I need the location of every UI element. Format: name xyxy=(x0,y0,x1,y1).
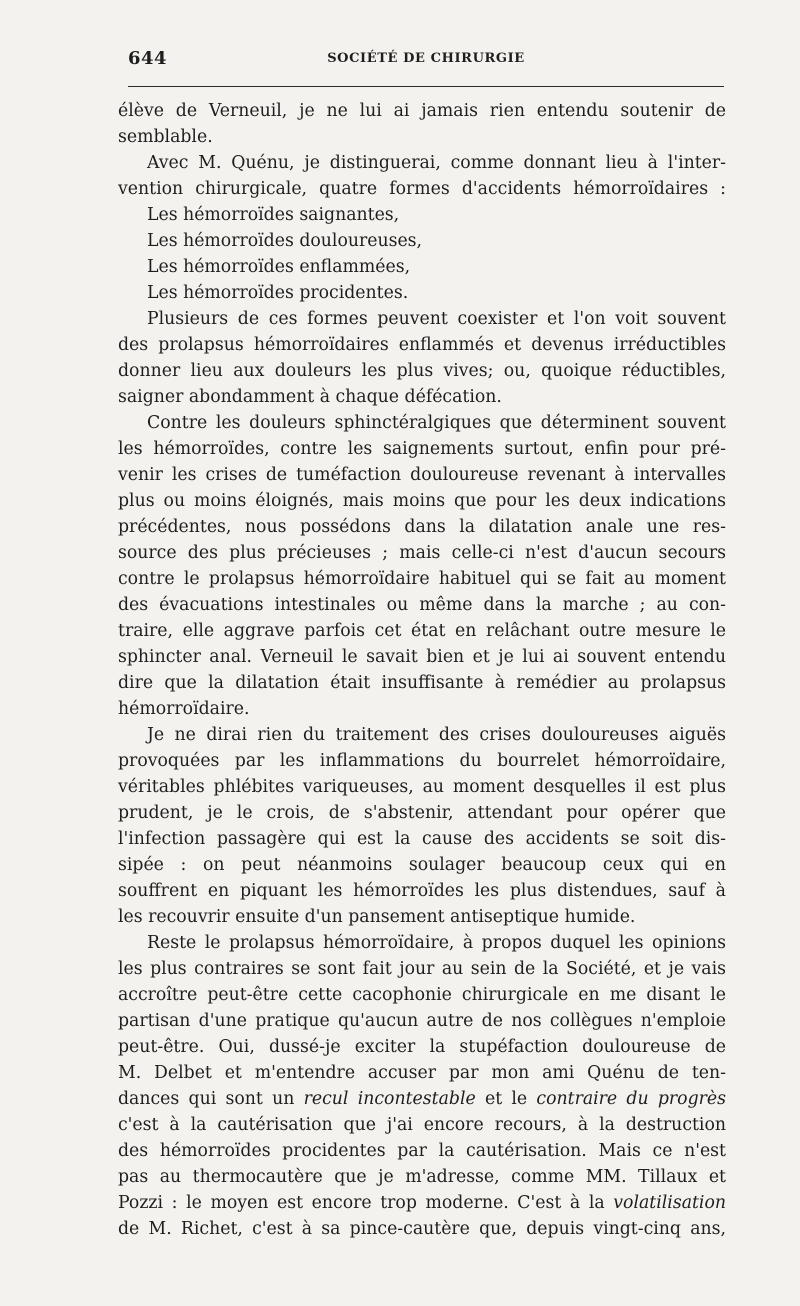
text-line: Avec M. Quénu, je distinguerai, comme donnant lieu à l'inter- xyxy=(147,153,726,173)
text-line: Contre les douleurs sphinctéralgiques que déterminent souvent xyxy=(147,413,726,433)
text-line: de M. Richet, c'est à sa pince-cautère que, depuis vingt-cinq ans, xyxy=(118,1219,726,1239)
text-line: M. Delbet et m'entendre accuser par mon ami Quénu de ten- xyxy=(118,1063,726,1083)
text-line: peut-être. Oui, dussé-je exciter la stupéfaction douloureuse de xyxy=(118,1037,726,1057)
text-line-with-italics xyxy=(118,1190,726,1216)
text-line: source des plus précieuses ; mais celle-ci n'est d'aucun secours xyxy=(118,543,726,563)
text-line: prudent, je le crois, de s'abstenir, attendant pour opérer que xyxy=(118,803,726,823)
text-line: Les hémorroïdes douloureuses, xyxy=(147,231,423,251)
text-line: hémorroïdaire. xyxy=(118,699,250,719)
text-line: Les hémorroïdes enflammées, xyxy=(147,257,411,277)
text-line: venir les crises de tuméfaction douloureuse revenant à intervalles xyxy=(118,465,726,485)
running-title: SOCIÉTÉ DE CHIRURGIE xyxy=(327,51,525,66)
body-text xyxy=(118,98,726,1242)
text-line-with-italics xyxy=(118,1086,726,1112)
text-line: Je ne dirai rien du traitement des crises douloureuses aiguës xyxy=(147,725,726,745)
text-line: accroître peut-être cette cacophonie chirurgicale en me disant le xyxy=(118,985,726,1005)
italic-phrase: contraire du progrès xyxy=(536,1089,726,1109)
text-line: l'infection passagère qui est la cause des accidents se soit dis- xyxy=(118,829,726,849)
text-line: souffrent en piquant les hémorroïdes les plus distendues, sauf à xyxy=(118,881,726,901)
text-line: pas au thermocautère que je m'adresse, comme MM. Tillaux et xyxy=(118,1167,726,1187)
text-segment: et le xyxy=(475,1089,537,1109)
text-line: des évacuations intestinales ou même dans la marche ; au con- xyxy=(118,595,726,615)
text-line: des prolapsus hémorroïdaires enflammés et devenus irréductibles xyxy=(118,335,726,355)
text-line: Plusieurs de ces formes peuvent coexister et l'on voit souvent xyxy=(147,309,726,329)
italic-phrase: volatilisation xyxy=(613,1193,726,1213)
text-line: sipée : on peut néanmoins soulager beaucoup ceux qui en xyxy=(118,855,726,875)
text-line: vention chirurgicale, quatre formes d'accidents hémorroïdaires : xyxy=(118,179,726,199)
text-line: les plus contraires se sont fait jour au sein de la Société, et je vais xyxy=(118,959,726,979)
text-line: les recouvrir ensuite d'un pansement antiseptique humide. xyxy=(118,907,636,927)
text-line: Les hémorroïdes procidentes. xyxy=(147,283,409,303)
text-line: traire, elle aggrave parfois cet état en relâchant outre mesure le xyxy=(118,621,726,641)
text-line: véritables phlébites variqueuses, au moment desquelles il est plus xyxy=(118,777,726,797)
page-number: 644 xyxy=(128,48,168,69)
text-line: dire que la dilatation était insuffisante à remédier au prolapsus xyxy=(118,673,726,693)
text-line: précédentes, nous possédons dans la dilatation anale une res- xyxy=(118,517,726,537)
text-line: partisan d'une pratique qu'aucun autre de nos collègues n'emploie xyxy=(118,1011,726,1031)
text-line: sphincter anal. Verneuil le savait bien et je lui ai souvent entendu xyxy=(118,647,726,667)
header-rule xyxy=(128,86,724,87)
text-line: semblable. xyxy=(118,127,213,147)
text-line: contre le prolapsus hémorroïdaire habituel qui se fait au moment xyxy=(118,569,726,589)
text-line: élève de Verneuil, je ne lui ai jamais rien entendu soutenir de xyxy=(118,101,726,121)
text-line: plus ou moins éloignés, mais moins que pour les deux indications xyxy=(118,491,726,511)
text-line: Reste le prolapsus hémorroïdaire, à propos duquel les opinions xyxy=(147,933,726,953)
text-line: provoquées par les inflammations du bourrelet hémorroïdaire, xyxy=(118,751,726,771)
text-line: Les hémorroïdes saignantes, xyxy=(147,205,400,225)
text-line: des hémorroïdes procidentes par la cautérisation. Mais ce n'est xyxy=(118,1141,726,1161)
page-header xyxy=(128,48,724,72)
text-segment: dances qui sont un xyxy=(118,1089,304,1109)
text-line: donner lieu aux douleurs les plus vives; ou, quoique réductibles, xyxy=(118,361,726,381)
italic-phrase: recul incontestable xyxy=(303,1089,476,1109)
text-segment: Pozzi : le moyen est encore trop moderne. C'est à la xyxy=(118,1193,614,1213)
text-line: c'est à la cautérisation que j'ai encore recours, à la destruction xyxy=(118,1115,726,1135)
text-line: les hémorroïdes, contre les saignements surtout, enfin pour pré- xyxy=(118,439,726,459)
text-line: saigner abondamment à chaque défécation. xyxy=(118,387,502,407)
